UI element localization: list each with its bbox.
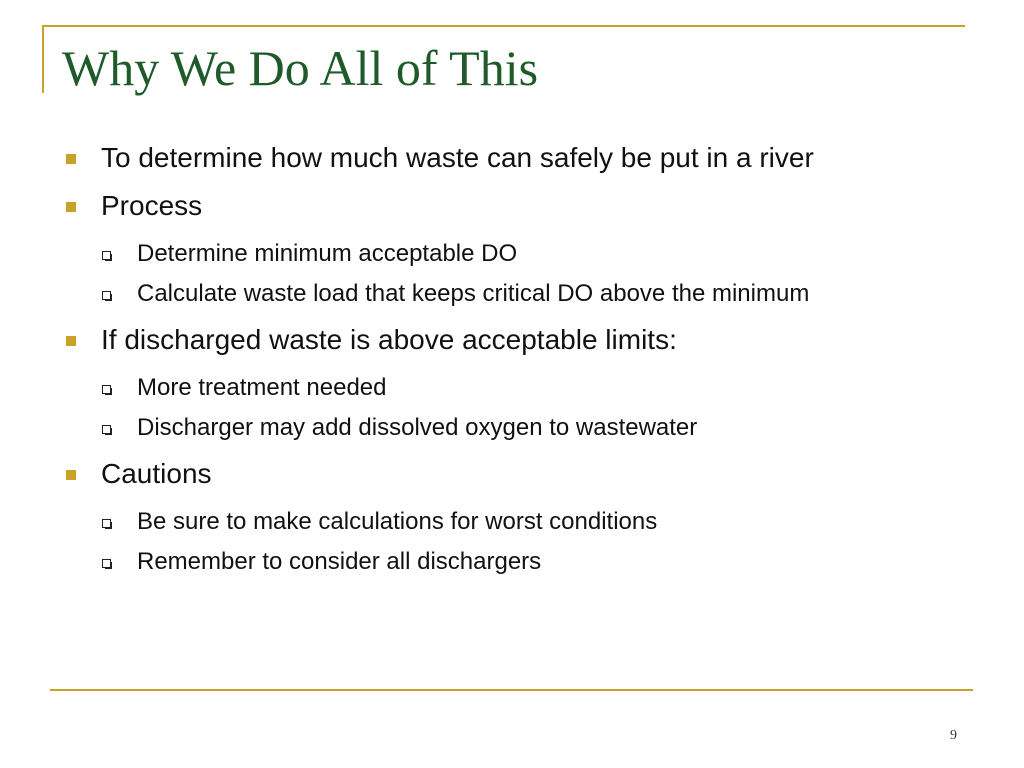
- sub-bullet-text: Discharger may add dissolved oxygen to wastewater: [137, 414, 698, 441]
- gold-square-bullet-icon: [66, 202, 76, 212]
- bullet-text: Cautions: [101, 458, 212, 489]
- gold-square-bullet-icon: [66, 470, 76, 480]
- sub-bullet-text: More treatment needed: [137, 374, 387, 401]
- slide-title: Why We Do All of This: [62, 40, 539, 96]
- sub-bullet-text: Calculate waste load that keeps critical DO above the minimum: [137, 280, 810, 307]
- accent-vertical-rule: [42, 25, 44, 93]
- bullet-item-1: [58, 138, 938, 178]
- accent-bottom-rule: [50, 689, 973, 691]
- bullet-text: To determine how much waste can safely be put in a river: [101, 142, 814, 173]
- bullet-list: [58, 138, 938, 582]
- bullet-text: Process: [101, 190, 203, 221]
- hollow-box-bullet-icon: [102, 251, 111, 260]
- sub-bullet-item: [58, 234, 938, 274]
- sub-bullet-text: Be sure to make calculations for worst conditions: [137, 508, 658, 535]
- sub-bullet-item: [58, 542, 938, 582]
- bullet-item-2: [58, 186, 938, 226]
- hollow-box-bullet-icon: [102, 519, 111, 528]
- bullet-text: If discharged waste is above acceptable limits:: [101, 324, 677, 355]
- sub-bullet-item: [58, 368, 938, 408]
- hollow-box-bullet-icon: [102, 425, 111, 434]
- hollow-box-bullet-icon: [102, 559, 111, 568]
- sub-bullet-item: [58, 502, 938, 542]
- gold-square-bullet-icon: [66, 154, 76, 164]
- accent-top-rule: [42, 25, 965, 27]
- hollow-box-bullet-icon: [102, 291, 111, 300]
- sub-bullet-item: [58, 274, 938, 314]
- gold-square-bullet-icon: [66, 336, 76, 346]
- sub-bullet-text: Remember to consider all dischargers: [137, 548, 542, 575]
- page-number: 9: [950, 728, 957, 743]
- bullet-item-3: [58, 320, 938, 360]
- sub-bullet-item: [58, 408, 938, 448]
- hollow-box-bullet-icon: [102, 385, 111, 394]
- bullet-item-4: [58, 454, 938, 494]
- sub-bullet-text: Determine minimum acceptable DO: [137, 240, 518, 267]
